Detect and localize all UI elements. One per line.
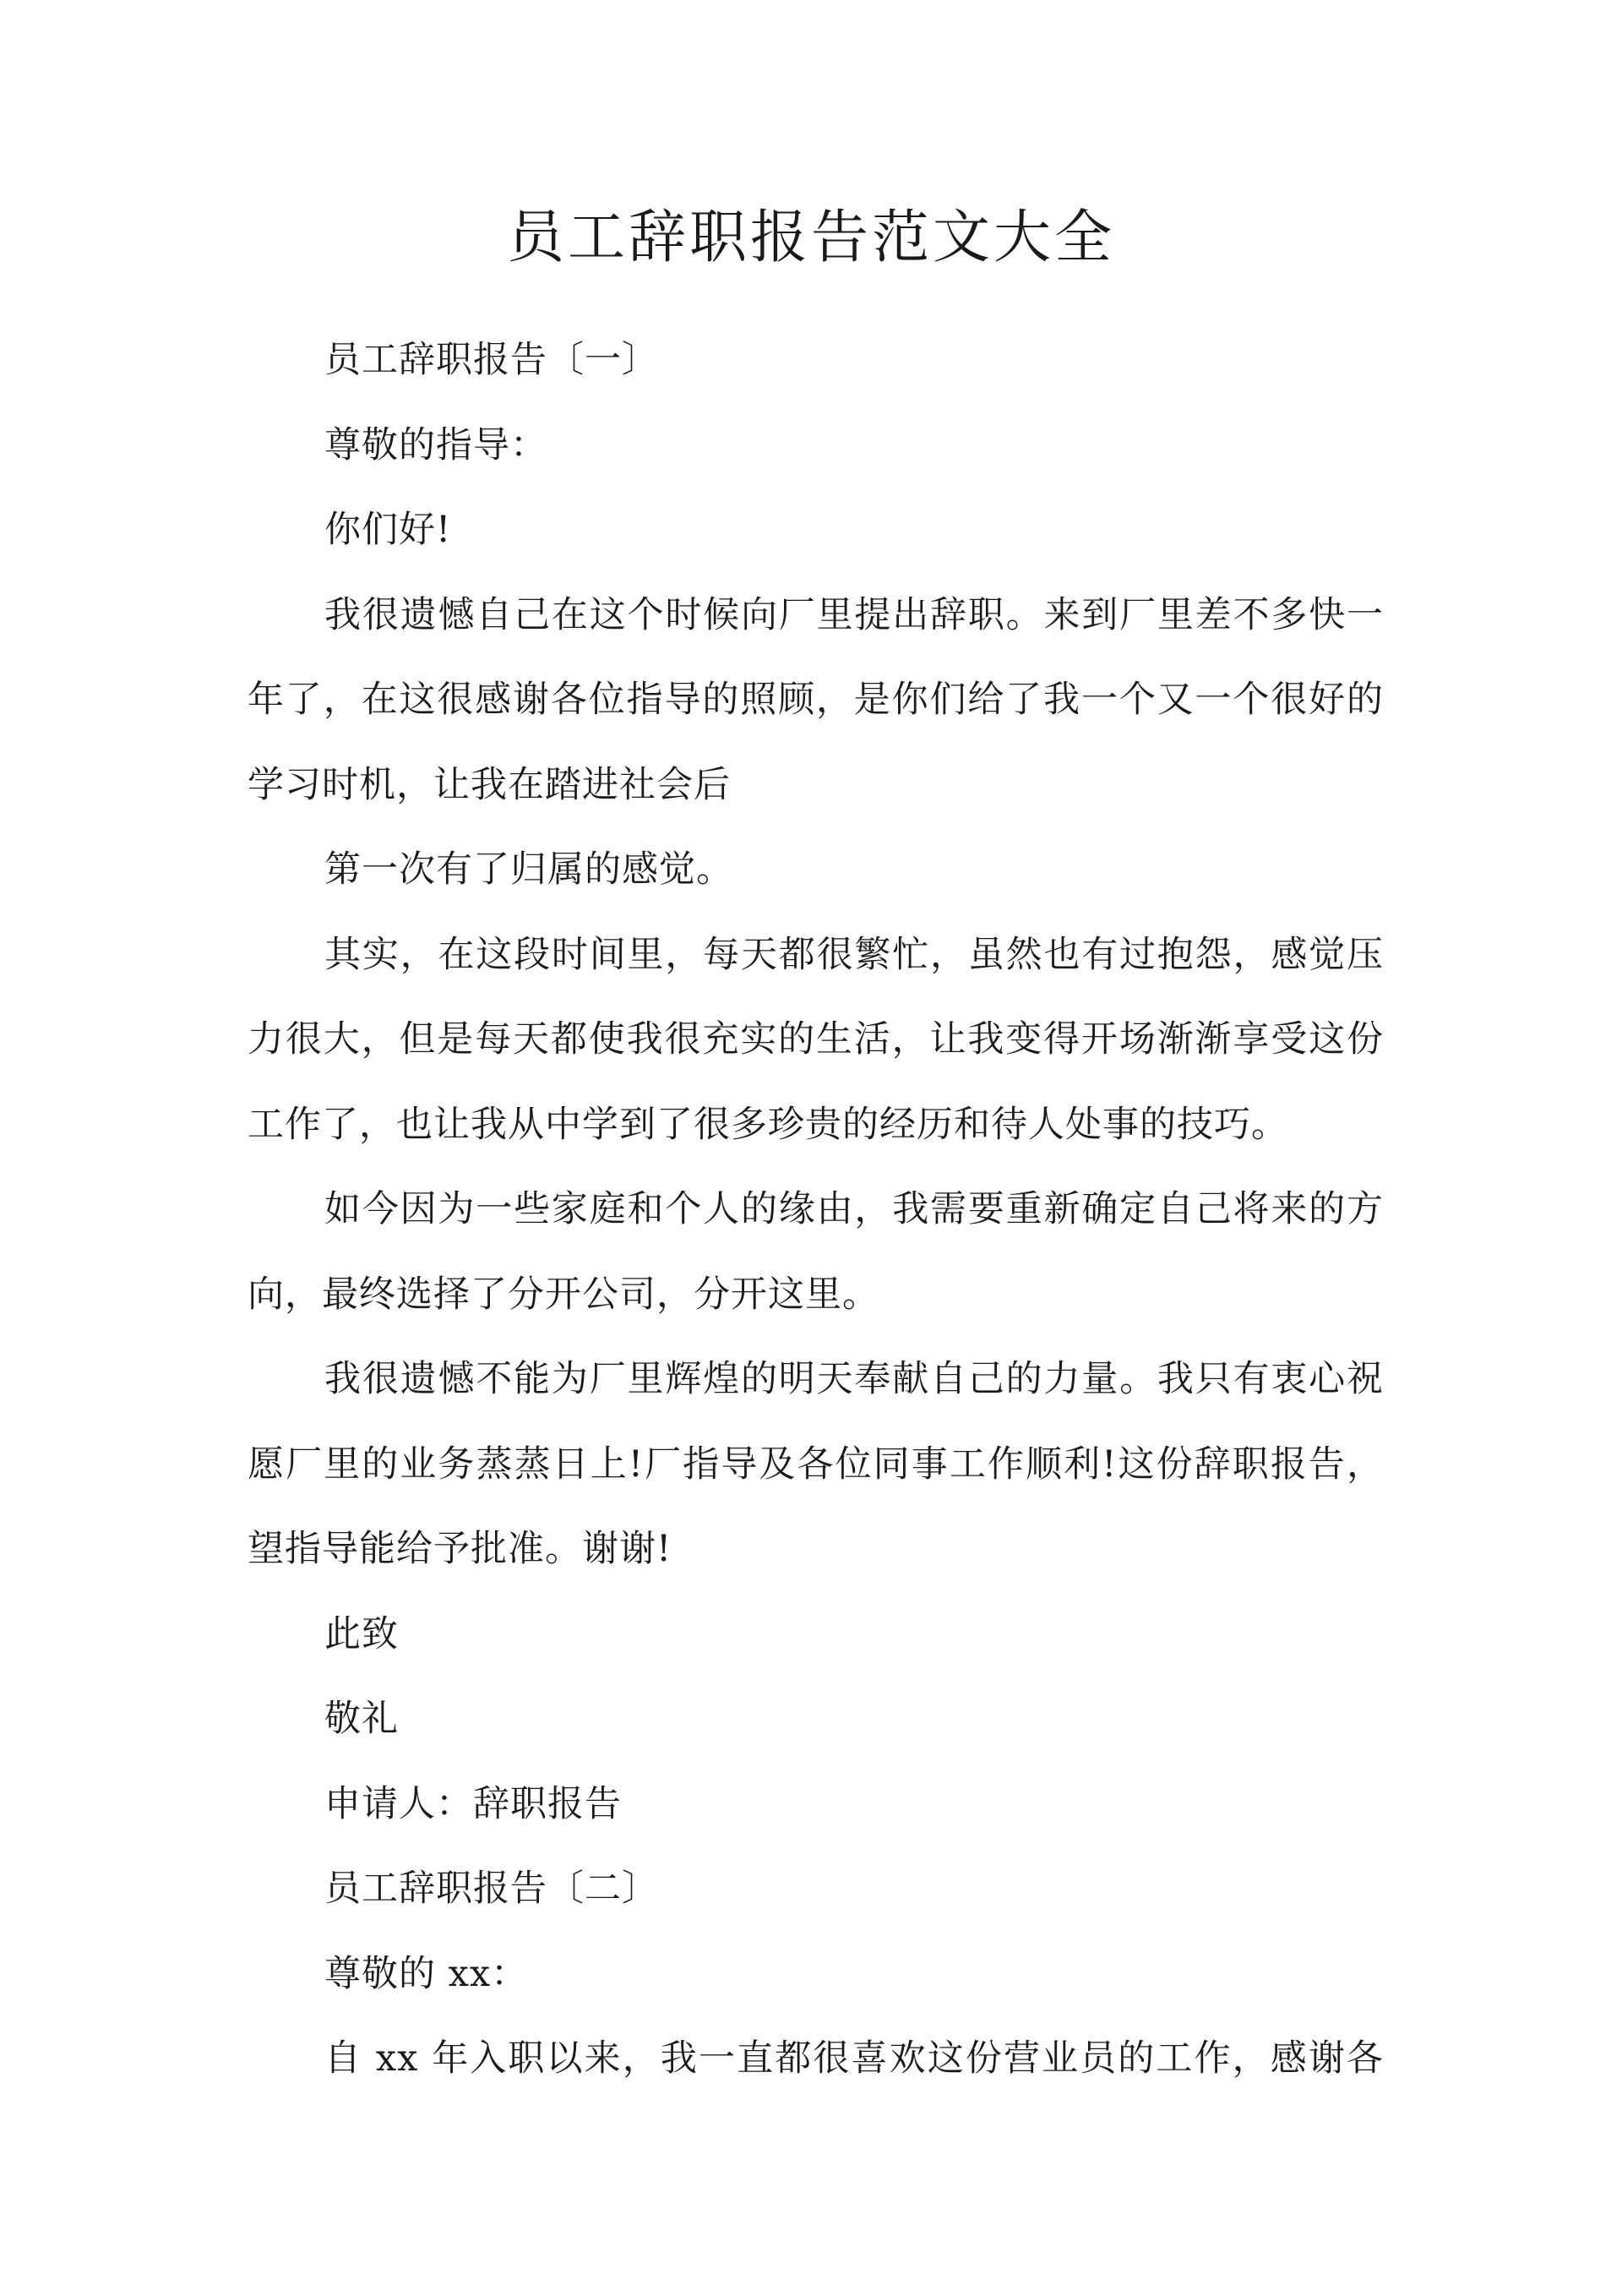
paragraph-line: 力很大，但是每天都使我很充实的生活，让我变得开场渐渐享受这份	[248, 1018, 1384, 1061]
paragraph-line: 自 xx 年入职以来，我一直都很喜欢这份营业员的工作，感谢各	[324, 2037, 1384, 2080]
section-heading: 员工辞职报告〔二〕	[324, 1868, 659, 1910]
paragraph-line: 我很遗憾自己在这个时候向厂里提出辞职。来到厂里差不多快一	[324, 593, 1384, 636]
paragraph-line: 愿厂里的业务蒸蒸日上!厂指导及各位同事工作顺利!这份辞职报告，	[248, 1442, 1384, 1486]
closing-line: 敬礼	[324, 1698, 399, 1740]
paragraph-line: 其实，在这段时间里，每天都很繁忙，虽然也有过抱怨，感觉压	[324, 933, 1384, 976]
paragraph-line: 向，最终选择了分开公司，分开这里。	[248, 1273, 879, 1316]
closing-line: 此致	[324, 1612, 399, 1655]
paragraph-line: 我很遗憾不能为厂里辉煌的明天奉献自己的力量。我只有衷心祝	[324, 1358, 1384, 1400]
paragraph-line: 学习时机，让我在踏进社会后	[248, 763, 731, 806]
paragraph-line: 工作了，也让我从中学到了很多珍贵的经历和待人处事的技巧。	[248, 1103, 1288, 1146]
applicant-line: 申请人：辞职报告	[324, 1782, 622, 1825]
paragraph-line: 年了，在这很感谢各位指导的照顾，是你们给了我一个又一个很好的	[248, 679, 1384, 721]
paragraph-line: 望指导能给予批准。谢谢!	[248, 1528, 672, 1570]
greeting: 你们好!	[324, 509, 452, 551]
document-body	[248, 318, 1384, 2102]
salutation: 尊敬的 xx：	[324, 1952, 529, 1995]
salutation: 尊敬的指导：	[324, 423, 547, 466]
document-title: 员工辞职报告范文大全	[506, 205, 1115, 271]
paragraph-line: 第一次有了归属的感觉。	[324, 848, 733, 891]
paragraph-line: 如今因为一些家庭和个人的缘由，我需要重新确定自己将来的方	[324, 1188, 1384, 1230]
section-heading: 员工辞职报告〔一〕	[324, 339, 659, 381]
